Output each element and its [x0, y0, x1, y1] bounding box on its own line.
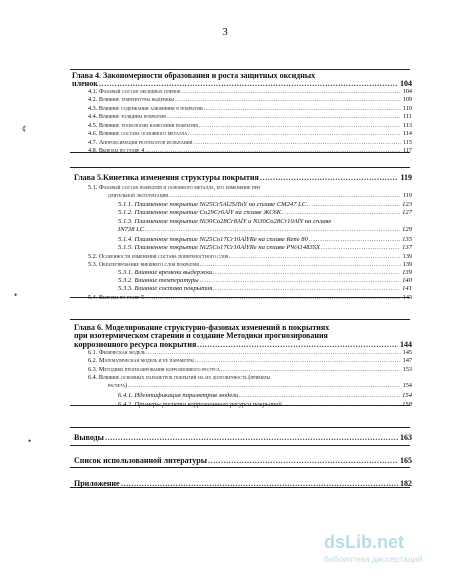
toc-entry-title: при изотермическом старении и создание Методики прогнозирования	[74, 331, 328, 340]
dot-leader	[145, 226, 400, 234]
dot-leader	[283, 401, 400, 409]
toc-entry-page: 111	[403, 113, 412, 120]
toc-entry-title: длительной эксплуатации	[108, 192, 169, 199]
page-number: 3	[222, 26, 228, 38]
toc-entry-page: 115	[402, 139, 412, 146]
toc-entry-title: 5.4. Выводы по главе 5	[88, 294, 145, 301]
toc-entry-page: 104	[400, 79, 412, 88]
toc-entry-title: 4.7. Аппроксимация результатов испытаний	[88, 139, 193, 146]
dot-leader	[194, 139, 401, 147]
dot-leader	[309, 236, 400, 244]
dot-leader	[239, 392, 400, 400]
toc-entry-page: 104	[402, 88, 412, 95]
dot-leader	[282, 209, 400, 217]
toc-entry-page: 135	[402, 236, 412, 243]
toc-entry-page: 110	[402, 105, 412, 112]
toc-entry-page: 144	[400, 340, 412, 349]
divider-line	[70, 427, 410, 428]
toc-entry-page: 143	[402, 294, 412, 301]
toc-entry-title: 5.3.2. Влияние температуры	[118, 277, 199, 284]
toc-entry-page: 123	[402, 201, 412, 208]
toc-entry-title: 4.2. Влияние температуры выдержки	[88, 96, 175, 103]
divider-line	[70, 69, 410, 70]
toc-entry-title: 5.3.1. Влияние времени выдержки	[118, 269, 213, 276]
toc-entry-title: Приложение	[74, 479, 120, 488]
dot-leader	[188, 130, 401, 138]
dot-leader	[175, 96, 401, 104]
toc-entry-page: 158	[402, 401, 412, 408]
divider-line	[70, 445, 410, 446]
toc-entry-title: коррозионного ресурса покрытия	[74, 340, 197, 349]
toc-entry-title: 5.1.3. Плазменное покрытие Ni30Co28Cr8AlY и Ni30Co28Cr10AlY на сплаве	[118, 218, 332, 225]
toc-entry-page: 182	[400, 479, 412, 488]
dot-leader	[260, 174, 398, 182]
toc-entry-title: 6.3. Методики прогнозирования коррозионного ресурса	[88, 366, 220, 373]
dot-leader	[145, 294, 401, 302]
toc-entry-page: 117	[402, 147, 412, 154]
toc-entry-title: Глава 4. Закономерности образования и роста защитных оксидных	[72, 71, 316, 80]
toc-entry-title: Глава 6. Моделирование структурно-фазовых изменений в покрытиях	[74, 323, 330, 332]
dot-leader	[167, 113, 401, 121]
divider-line	[70, 167, 410, 168]
dot-leader	[204, 105, 401, 113]
dot-leader	[146, 349, 401, 357]
toc-entry-title: расчета)	[108, 382, 128, 389]
toc-entry-title: 4.4. Влияние толщины покрытия	[88, 113, 166, 120]
toc-entry-title: 6.4.2. Примеры расчета коррозионного ресурса покрытий	[118, 401, 282, 408]
toc-entry-title: 4.6. Влияние состава основного металла	[88, 130, 188, 137]
toc-entry-title: IN738 LC	[118, 226, 145, 233]
divider-line	[70, 467, 410, 468]
margin-mark: •	[14, 290, 18, 300]
toc-entry-title: 5.1. Фазовый состав покрытия и основного металла, его изменение при	[88, 184, 260, 191]
toc-entry-page: 147	[402, 357, 412, 364]
dot-leader	[221, 366, 401, 374]
toc-entry-title: пленок	[72, 79, 98, 88]
toc-entry-page: 127	[402, 209, 412, 216]
toc-entry-page: 137	[402, 244, 412, 251]
toc-entry-title: 6.4.1. Идентификация параметров модели	[118, 392, 239, 399]
toc-entry-page: 141	[402, 285, 412, 292]
toc-entry-title: Выводы	[74, 433, 104, 442]
toc-entry-page: 129	[402, 226, 412, 233]
toc-entry-title: 5.1.4. Плазменное покрытие Ni25Co17Cr10AlYRe на сплаве Rene 80	[118, 236, 308, 243]
toc-entry-page: 139	[402, 253, 412, 260]
toc-entry-page: 119	[402, 192, 412, 199]
toc-entry-title: 5.2. Особенности изменения состава поверхностного слоя	[88, 253, 228, 260]
watermark	[324, 532, 434, 572]
toc-entry-title: 5.1.2. Плазменное покрытие Co29Cr6AlY на сплаве ЖС6К	[118, 209, 282, 216]
divider-line	[70, 319, 410, 320]
dot-leader	[197, 341, 398, 349]
dot-leader	[145, 147, 401, 155]
dot-leader	[199, 122, 401, 130]
toc-entry-title: 4.8. Выводы по главе 4	[88, 147, 145, 154]
dot-leader	[321, 244, 400, 252]
toc-entry-title: 6.2. Математическая модель и ее параметры	[88, 357, 194, 364]
toc-entry-page: 163	[400, 433, 412, 442]
dot-leader	[182, 88, 401, 96]
margin-mark: •	[28, 436, 32, 446]
toc-entry-title: 4.1. Фазовый состав оксидных пленок	[88, 88, 181, 95]
toc-entry-page: 145	[402, 349, 412, 356]
dot-leader	[213, 269, 400, 277]
dot-leader	[169, 192, 401, 200]
dot-leader	[105, 434, 398, 442]
toc-entry-title: 5.1.5. Плазменное покрытие Ni25Co17Cr10AlYRe на сплаве PWA1483SX	[118, 244, 321, 251]
toc-entry-title: 4.3. Влияние содержания алюминия в покрытии	[88, 105, 203, 112]
toc-entry-page: 139	[402, 261, 412, 268]
dot-leader	[128, 382, 401, 390]
toc-entry-page: 139	[402, 269, 412, 276]
toc-entry-title: 4.5. Влияние технологии нанесения покрытия	[88, 122, 198, 129]
toc-entry-title: 5.3. Обезлегирование внешнего слоя покрытия	[88, 261, 199, 268]
toc-entry-page: 153	[402, 366, 412, 373]
toc-entry-page: 113	[402, 122, 412, 129]
toc-entry-title: 5.3.3. Влияние состава покрытия	[118, 285, 213, 292]
toc-entry-page: 165	[400, 456, 412, 465]
watermark-subtitle: библиотека диссертаций	[324, 554, 423, 564]
toc-entry-page: 114	[402, 130, 412, 137]
toc-entry-title: 6.1. Физическая модель	[88, 349, 146, 356]
toc-entry-title: 6.4. Влияние основных параметров покрытий на их долговечность (примеры	[88, 374, 271, 381]
toc-entry-page: 140	[402, 277, 412, 284]
dot-leader	[208, 457, 398, 465]
toc-entry-page: 154	[402, 392, 412, 399]
dot-leader	[99, 80, 398, 88]
toc-entry-title: Глава 5.Кинетика изменения структуры покрытия	[74, 173, 259, 182]
dot-leader	[200, 277, 400, 285]
dot-leader	[307, 201, 400, 209]
dot-leader	[200, 261, 401, 269]
toc-entry-page: 154	[402, 382, 412, 389]
toc-entry-title: 5.1.1. Плазменное покрытие Ni25Cr5Al2SiTaY на сплаве CM247 LC	[118, 201, 307, 208]
dot-leader	[229, 253, 401, 261]
dot-leader	[121, 480, 398, 488]
toc-entry-title: Список использованной литературы	[74, 456, 207, 465]
dot-leader	[213, 285, 400, 293]
toc-entry-page: 119	[400, 173, 412, 182]
margin-mark: ¢	[22, 124, 27, 134]
watermark-logo: dsLib.net	[324, 532, 404, 552]
dot-leader	[195, 357, 401, 365]
toc-entry-page: 109	[402, 96, 412, 103]
